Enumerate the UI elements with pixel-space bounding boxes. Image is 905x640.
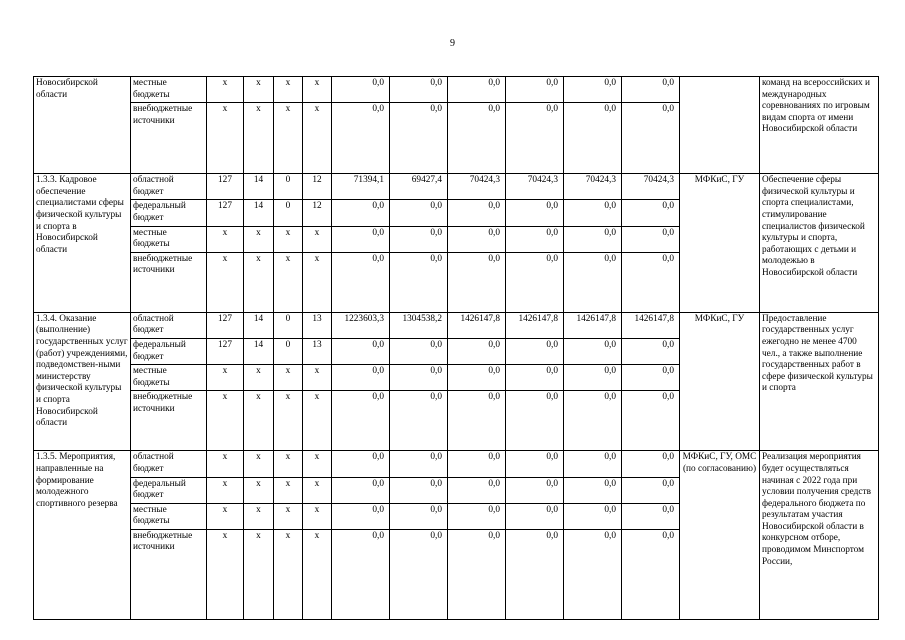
- code-cell: х: [207, 252, 244, 312]
- amount-cell: 0,0: [506, 252, 564, 312]
- amount-cell: 0,0: [622, 451, 680, 477]
- amount-cell: 0,0: [564, 529, 622, 619]
- amount-cell: 0,0: [506, 77, 564, 103]
- code-cell: 0: [274, 174, 303, 200]
- code-cell: 14: [244, 338, 274, 364]
- amount-cell: 0,0: [390, 477, 448, 503]
- amount-cell: 70424,3: [506, 174, 564, 200]
- amount-cell: 0,0: [332, 451, 390, 477]
- amount-cell: 0,0: [332, 365, 390, 391]
- amount-cell: 0,0: [622, 103, 680, 174]
- code-cell: х: [303, 365, 332, 391]
- amount-cell: 0,0: [506, 103, 564, 174]
- code-cell: 13: [303, 312, 332, 338]
- page-bottom-edge: [0, 624, 905, 640]
- code-cell: х: [244, 391, 274, 451]
- amount-cell: 0,0: [506, 451, 564, 477]
- code-cell: х: [244, 226, 274, 252]
- amount-cell: 0,0: [332, 391, 390, 451]
- table-row: [34, 451, 879, 477]
- code-cell: х: [303, 391, 332, 451]
- code-cell: х: [274, 226, 303, 252]
- amount-cell: 0,0: [564, 365, 622, 391]
- code-cell: х: [274, 451, 303, 477]
- code-cell: х: [303, 226, 332, 252]
- amount-cell: 0,0: [448, 252, 506, 312]
- amount-cell: 0,0: [622, 200, 680, 226]
- amount-cell: 0,0: [506, 226, 564, 252]
- amount-cell: 0,0: [622, 391, 680, 451]
- amount-cell: 0,0: [390, 252, 448, 312]
- expected-result-cell: Реализация мероприятия будет осуществляться начиная с 2022 года при условии получения средств федерального бюджета по результатам участия Новосибирской области в конкурсном отборе, проводимом Минспортом России,: [760, 451, 879, 620]
- funding-source-cell: внебюджетные источники: [131, 103, 207, 174]
- amount-cell: 1426147,8: [564, 312, 622, 338]
- code-cell: х: [303, 77, 332, 103]
- code-cell: 127: [207, 200, 244, 226]
- amount-cell: 1426147,8: [448, 312, 506, 338]
- code-cell: 127: [207, 174, 244, 200]
- funding-source-cell: областной бюджет: [131, 312, 207, 338]
- code-cell: х: [207, 226, 244, 252]
- code-cell: 12: [303, 174, 332, 200]
- amount-cell: 0,0: [506, 391, 564, 451]
- code-cell: х: [274, 103, 303, 174]
- amount-cell: 0,0: [564, 103, 622, 174]
- code-cell: х: [207, 103, 244, 174]
- table-row: [34, 77, 879, 103]
- code-cell: х: [207, 503, 244, 529]
- code-cell: х: [244, 103, 274, 174]
- code-cell: х: [303, 451, 332, 477]
- code-cell: 127: [207, 312, 244, 338]
- code-cell: 127: [207, 338, 244, 364]
- code-cell: 14: [244, 312, 274, 338]
- responsible-cell: МФКиС, ГУ: [680, 174, 760, 313]
- code-cell: 13: [303, 338, 332, 364]
- amount-cell: 0,0: [622, 365, 680, 391]
- event-name-cell: 1.3.4. Оказание (выполнение) государственных услуг (работ) учреждениями, подведомствен-ными министерству физической культуры и спорта Новосибирской области: [34, 312, 131, 451]
- amount-cell: 0,0: [332, 477, 390, 503]
- funding-source-cell: местные бюджеты: [131, 226, 207, 252]
- amount-cell: 0,0: [390, 338, 448, 364]
- amount-cell: 0,0: [448, 477, 506, 503]
- funding-source-cell: внебюджетные источники: [131, 529, 207, 619]
- amount-cell: 0,0: [390, 503, 448, 529]
- code-cell: 14: [244, 200, 274, 226]
- code-cell: 0: [274, 200, 303, 226]
- amount-cell: 0,0: [332, 77, 390, 103]
- funding-source-cell: федеральный бюджет: [131, 338, 207, 364]
- amount-cell: 71394,1: [332, 174, 390, 200]
- code-cell: 0: [274, 338, 303, 364]
- code-cell: х: [244, 451, 274, 477]
- amount-cell: 69427,4: [390, 174, 448, 200]
- code-cell: х: [207, 529, 244, 619]
- amount-cell: 0,0: [564, 77, 622, 103]
- code-cell: х: [207, 77, 244, 103]
- code-cell: 14: [244, 174, 274, 200]
- code-cell: х: [207, 365, 244, 391]
- amount-cell: 0,0: [564, 503, 622, 529]
- amount-cell: 0,0: [564, 200, 622, 226]
- amount-cell: 0,0: [564, 252, 622, 312]
- page-number: 9: [450, 38, 455, 49]
- amount-cell: 0,0: [390, 226, 448, 252]
- amount-cell: 0,0: [506, 503, 564, 529]
- amount-cell: 0,0: [448, 103, 506, 174]
- amount-cell: 0,0: [564, 477, 622, 503]
- amount-cell: 1426147,8: [506, 312, 564, 338]
- amount-cell: 0,0: [622, 503, 680, 529]
- code-cell: х: [274, 529, 303, 619]
- code-cell: х: [274, 77, 303, 103]
- responsible-cell: МФКиС, ГУ, ОМС (по согласованию): [680, 451, 760, 620]
- amount-cell: 0,0: [332, 226, 390, 252]
- amount-cell: 0,0: [448, 365, 506, 391]
- funding-source-cell: федеральный бюджет: [131, 200, 207, 226]
- code-cell: х: [303, 103, 332, 174]
- amount-cell: 0,0: [390, 365, 448, 391]
- amount-cell: 0,0: [564, 338, 622, 364]
- event-name-cell: Новосибирской области: [34, 77, 131, 174]
- table-body: [34, 77, 879, 620]
- code-cell: х: [303, 252, 332, 312]
- table-row: [34, 312, 879, 338]
- amount-cell: 0,0: [448, 77, 506, 103]
- amount-cell: 0,0: [390, 391, 448, 451]
- code-cell: х: [303, 529, 332, 619]
- funding-source-cell: федеральный бюджет: [131, 477, 207, 503]
- amount-cell: 0,0: [448, 391, 506, 451]
- code-cell: х: [274, 365, 303, 391]
- budget-table: [33, 76, 879, 620]
- code-cell: 12: [303, 200, 332, 226]
- amount-cell: 0,0: [564, 451, 622, 477]
- funding-source-cell: местные бюджеты: [131, 503, 207, 529]
- amount-cell: 0,0: [448, 529, 506, 619]
- amount-cell: 0,0: [390, 103, 448, 174]
- code-cell: х: [274, 477, 303, 503]
- amount-cell: 0,0: [564, 226, 622, 252]
- amount-cell: 0,0: [332, 503, 390, 529]
- table-row: [34, 174, 879, 200]
- funding-source-cell: внебюджетные источники: [131, 391, 207, 451]
- code-cell: х: [244, 477, 274, 503]
- funding-source-cell: местные бюджеты: [131, 77, 207, 103]
- amount-cell: 0,0: [448, 226, 506, 252]
- amount-cell: 70424,3: [564, 174, 622, 200]
- amount-cell: 0,0: [332, 103, 390, 174]
- amount-cell: 0,0: [390, 451, 448, 477]
- amount-cell: 0,0: [622, 338, 680, 364]
- amount-cell: 70424,3: [448, 174, 506, 200]
- funding-source-cell: внебюджетные источники: [131, 252, 207, 312]
- amount-cell: 0,0: [332, 200, 390, 226]
- code-cell: х: [207, 391, 244, 451]
- amount-cell: 0,0: [622, 77, 680, 103]
- expected-result-cell: команд на всероссийских и международных соревнованиях по игровым видам спорта от имени Новосибирской области: [760, 77, 879, 174]
- amount-cell: 70424,3: [622, 174, 680, 200]
- amount-cell: 0,0: [332, 338, 390, 364]
- code-cell: х: [274, 391, 303, 451]
- amount-cell: 0,0: [390, 529, 448, 619]
- amount-cell: 1426147,8: [622, 312, 680, 338]
- code-cell: х: [274, 252, 303, 312]
- code-cell: х: [244, 503, 274, 529]
- amount-cell: 0,0: [390, 200, 448, 226]
- amount-cell: 1223603,3: [332, 312, 390, 338]
- amount-cell: 0,0: [506, 365, 564, 391]
- code-cell: х: [303, 503, 332, 529]
- code-cell: х: [244, 77, 274, 103]
- amount-cell: 0,0: [332, 529, 390, 619]
- code-cell: х: [244, 365, 274, 391]
- responsible-cell: [680, 77, 760, 174]
- code-cell: х: [207, 477, 244, 503]
- amount-cell: 0,0: [390, 77, 448, 103]
- amount-cell: 0,0: [448, 338, 506, 364]
- amount-cell: 0,0: [448, 200, 506, 226]
- code-cell: х: [244, 529, 274, 619]
- amount-cell: 0,0: [622, 226, 680, 252]
- funding-source-cell: местные бюджеты: [131, 365, 207, 391]
- code-cell: 0: [274, 312, 303, 338]
- amount-cell: 0,0: [506, 338, 564, 364]
- amount-cell: 0,0: [506, 529, 564, 619]
- funding-source-cell: областной бюджет: [131, 174, 207, 200]
- funding-source-cell: областной бюджет: [131, 451, 207, 477]
- code-cell: х: [303, 477, 332, 503]
- event-name-cell: 1.3.5. Мероприятия, направленные на формирование молодежного спортивного резерва: [34, 451, 131, 620]
- amount-cell: 0,0: [448, 503, 506, 529]
- amount-cell: 0,0: [448, 451, 506, 477]
- code-cell: х: [207, 451, 244, 477]
- responsible-cell: МФКиС, ГУ: [680, 312, 760, 451]
- expected-result-cell: Предоставление государственных услуг ежегодно не менее 4700 чел., а также выполнение государственных работ в сфере физической культуры и спорта: [760, 312, 879, 451]
- amount-cell: 0,0: [564, 391, 622, 451]
- amount-cell: 0,0: [622, 252, 680, 312]
- code-cell: х: [244, 252, 274, 312]
- amount-cell: 1304538,2: [390, 312, 448, 338]
- expected-result-cell: Обеспечение сферы физической культуры и спорта специалистами, стимулирование специалистов физической культуры и спорта, работающих с детьми и молодежью в Новосибирской области: [760, 174, 879, 313]
- amount-cell: 0,0: [332, 252, 390, 312]
- amount-cell: 0,0: [506, 477, 564, 503]
- amount-cell: 0,0: [506, 200, 564, 226]
- code-cell: х: [274, 503, 303, 529]
- amount-cell: 0,0: [622, 477, 680, 503]
- amount-cell: 0,0: [622, 529, 680, 619]
- event-name-cell: 1.3.3. Кадровое обеспечение специалистами сферы физической культуры и спорта в Новосибирской области: [34, 174, 131, 313]
